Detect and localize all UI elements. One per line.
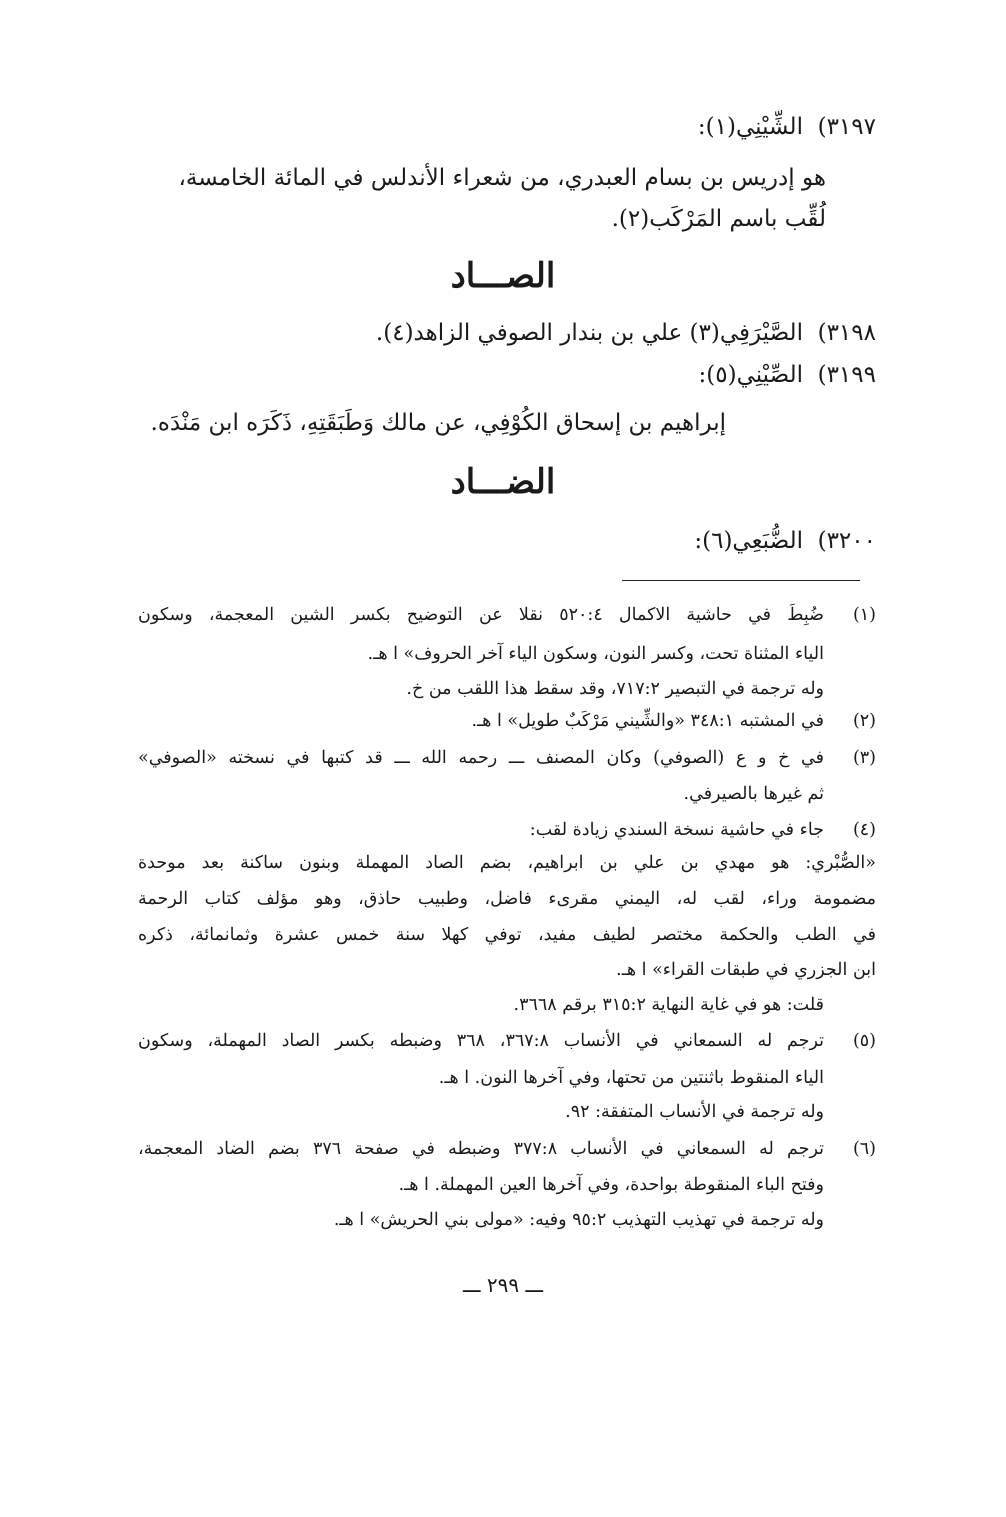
footnote-number: (٣) bbox=[852, 748, 876, 768]
entry-number: ٣٢٠٠) bbox=[817, 528, 876, 554]
footnote-line: في خ و ع (الصوفي) وكان المصنف ـــ رحمه الله ـــ قد كتبها في نسخته «الصوفي» bbox=[138, 748, 824, 768]
footnote-4-line3: مضمومة وراء، لقب له، اليمني مقرىء فاضل، وطبيب حاذق، وهو مؤلف كتاب الرحمة bbox=[138, 889, 876, 909]
footnote-4-line6: قلت: هو في غاية النهاية ٣١٥:٢ برقم ٣٦٦٨. bbox=[513, 995, 824, 1015]
footnote-4-line2: «الصُّبْري: هو مهدي بن علي بن ابراهيم، بضم الصاد المهملة وبنون ساكنة بعد موحدة bbox=[138, 853, 876, 873]
entry-3198 bbox=[376, 320, 876, 348]
section-title-dad: الضـــاد bbox=[450, 462, 556, 502]
footnote-line: ترجم له السمعاني في الأنساب ٣٧٧:٨ وضبطه في صفحة ٣٧٦ بضم الضاد المعجمة، bbox=[138, 1139, 824, 1159]
footnote-5-line2: الياء المنقوط باثنتين من تحتها، وفي آخرها النون. ا هـ. bbox=[438, 1068, 824, 1088]
entry-3199-line1: إبراهيم بن إسحاق الكُوْفِي، عن مالك وَطَبَقَتِهِ، ذَكَرَه ابن مَنْدَه. bbox=[150, 410, 726, 436]
entry-3197-line1: هو إدريس بن بسام العبدري، من شعراء الأندلس في المائة الخامسة، bbox=[178, 165, 826, 191]
entry-number: ٣١٩٧) bbox=[817, 114, 876, 140]
entry-3200-head bbox=[694, 528, 876, 556]
entry-text: الصَّيْرَفِي(٣) علي بن بندار الصوفي الزاهد(٤). bbox=[375, 320, 803, 346]
footnote-line: ترجم له السمعاني في الأنساب ٣٦٧:٨، ٣٦٨ وضبطه بكسر الصاد المهملة، وسكون bbox=[138, 1031, 825, 1051]
entry-title: الشِّيْنِي(١): bbox=[697, 114, 803, 140]
footnote-6 bbox=[138, 1134, 876, 1164]
entry-3197-line2: لُقِّب باسم المَرْكَب(٢). bbox=[611, 206, 826, 232]
footnote-1-line2: الياء المثناة تحت، وكسر النون، وسكون الياء آخر الحروف» ا هـ. bbox=[367, 644, 824, 664]
footnote-line: في المشتبه ٣٤٨:١ «والشِّيني مَرْكَبٌ طويل» ا هـ. bbox=[471, 711, 824, 731]
footnote-6-line3: وله ترجمة في تهذيب التهذيب ٩٥:٢ وفيه: «مولى بني الحريش» ا هـ. bbox=[333, 1210, 824, 1230]
footnote-2 bbox=[138, 706, 876, 736]
page-number: ـــ ٢٩٩ ـــ bbox=[462, 1273, 544, 1297]
section-title-sad: الصـــاد bbox=[450, 256, 556, 296]
entry-number: ٣١٩٩) bbox=[817, 362, 876, 388]
entry-title: الضُّبَعِي(٦): bbox=[694, 528, 803, 554]
footnote-number: (٥) bbox=[852, 1031, 876, 1051]
footnote-5-line3: وله ترجمة في الأنساب المتفقة: ٩٢. bbox=[565, 1102, 824, 1122]
footnote-divider bbox=[622, 580, 860, 581]
footnote-number: (٢) bbox=[852, 711, 876, 731]
footnote-1-line3: وله ترجمة في التبصير ٧١٧:٢، وقد سقط هذا اللقب من خ. bbox=[406, 679, 824, 699]
footnote-3 bbox=[138, 743, 876, 773]
footnote-4 bbox=[138, 815, 876, 845]
entry-title: الصِّيْنِي(٥): bbox=[698, 362, 803, 388]
footnote-4-line4: في الطب والحكمة مختصر لطيف مفيد، توفي كهلا سنة خمس عشرة وثمانمائة، ذكره bbox=[138, 925, 876, 945]
entry-number: ٣١٩٨) bbox=[817, 320, 876, 346]
footnote-3-line2: ثم غيرها بالصيرفي. bbox=[683, 784, 824, 804]
footnote-5 bbox=[138, 1026, 876, 1056]
footnote-line: ضُبِطَ في حاشية الاكمال ٥٢٠:٤ نقلا عن التوضيح بكسر الشين المعجمة، وسكون bbox=[138, 605, 824, 625]
entry-3197-head bbox=[698, 114, 876, 142]
footnote-1 bbox=[138, 600, 876, 630]
footnote-number: (١) bbox=[852, 605, 876, 625]
footnote-line: جاء في حاشية نسخة السندي زيادة لقب: bbox=[529, 820, 824, 840]
entry-3199-head bbox=[699, 362, 877, 390]
footnote-4-line5: ابن الجزري في طبقات القراء» ا هـ. bbox=[616, 960, 876, 980]
footnote-number: (٦) bbox=[852, 1139, 876, 1159]
footnote-6-line2: وفتح الباء المنقوطة بواحدة، وفي آخرها العين المهملة. ا هـ. bbox=[398, 1175, 824, 1195]
footnote-number: (٤) bbox=[852, 820, 876, 840]
